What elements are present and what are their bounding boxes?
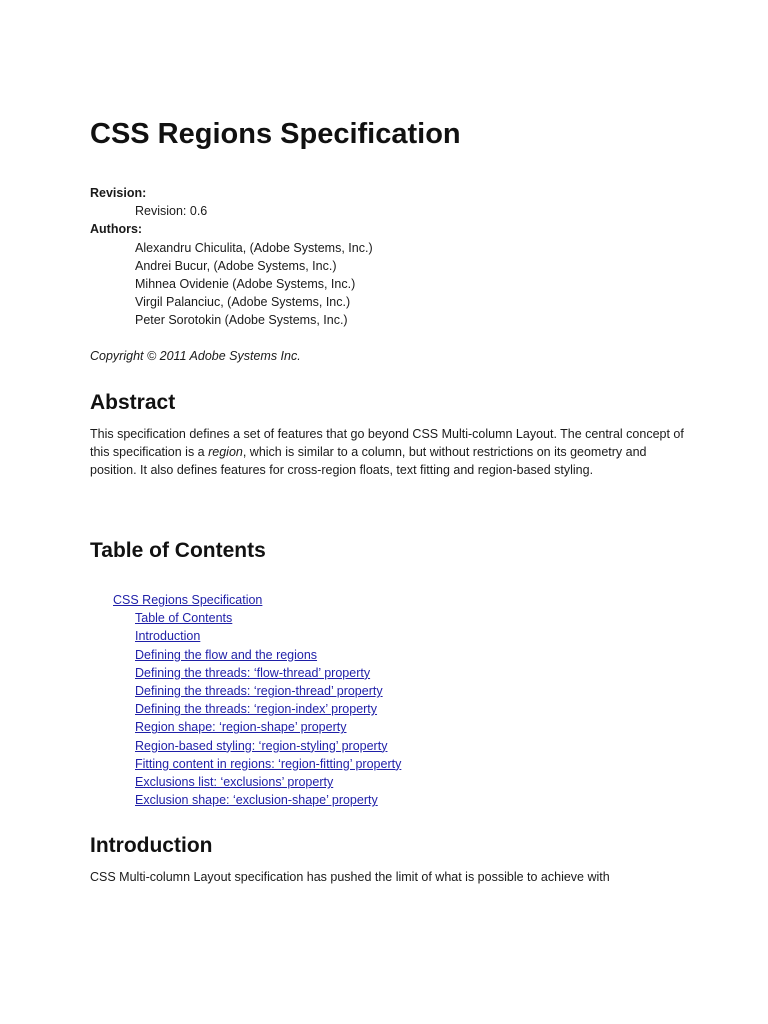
revision-value: Revision: 0.6 — [135, 204, 208, 219]
abstract-text-end: , which is similar to a column, but without restrictions on its geometry and position. It also defines features for cross-region floats, text fitting and region-based styling. — [90, 445, 647, 478]
toc-item — [113, 609, 401, 627]
table-of-contents — [113, 591, 401, 809]
toc-item — [113, 700, 401, 718]
toc-item — [113, 718, 401, 736]
authors-label: Authors: — [90, 222, 143, 237]
toc-heading: Table of Contents — [90, 539, 266, 562]
toc-link-exclusion-shape[interactable]: Exclusion shape: ‘exclusion-shape’ property — [135, 793, 378, 808]
toc-item — [113, 646, 401, 664]
toc-item — [113, 664, 401, 682]
toc-item — [113, 627, 401, 645]
toc-link-region-thread[interactable]: Defining the threads: ‘region-thread’ property — [135, 684, 383, 699]
toc-link-region-shape[interactable]: Region shape: ‘region-shape’ property — [135, 720, 347, 735]
toc-link-region-fitting[interactable]: Fitting content in regions: ‘region-fitting’ property — [135, 756, 402, 771]
toc-link-exclusions[interactable]: Exclusions list: ‘exclusions’ property — [135, 775, 334, 790]
toc-item — [113, 682, 401, 700]
toc-link-introduction[interactable]: Introduction — [135, 629, 201, 644]
toc-link-flow-thread[interactable]: Defining the threads: ‘flow-thread’ property — [135, 665, 371, 680]
toc-item — [113, 591, 401, 609]
abstract-emphasis: region — [208, 445, 243, 460]
toc-item — [113, 773, 401, 791]
toc-link-table-of-contents[interactable]: Table of Contents — [135, 611, 233, 626]
toc-link-region-index[interactable]: Defining the threads: ‘region-index’ property — [135, 702, 378, 717]
author-name: Mihnea Ovidenie (Adobe Systems, Inc.) — [135, 277, 356, 292]
introduction-heading: Introduction — [90, 834, 213, 857]
author-name: Virgil Palanciuc, (Adobe Systems, Inc.) — [135, 295, 351, 310]
toc-link-region-styling[interactable]: Region-based styling: ‘region-styling’ property — [135, 738, 388, 753]
author-name: Peter Sorotokin (Adobe Systems, Inc.) — [135, 313, 348, 328]
author-name: Alexandru Chiculita, (Adobe Systems, Inc.) — [135, 240, 373, 255]
abstract-heading: Abstract — [90, 391, 176, 414]
toc-item — [113, 755, 401, 773]
abstract-paragraph — [90, 425, 690, 480]
toc-item — [113, 791, 401, 809]
revision-label: Revision: — [90, 186, 147, 200]
copyright-notice: Copyright © 2011 Adobe Systems Inc. — [90, 349, 301, 363]
author-name: Andrei Bucur, (Adobe Systems, Inc.) — [135, 258, 337, 273]
document-title: CSS Regions Specification — [90, 118, 461, 150]
toc-item — [113, 737, 401, 755]
toc-link-defining-flow-and-regions[interactable]: Defining the flow and the regions — [135, 647, 318, 662]
abstract-text-start: This specification defines a set of features that go beyond CSS Multi-column Layout. The central concept of this specification is a — [90, 427, 684, 460]
document-metadata — [90, 184, 690, 330]
introduction-paragraph: CSS Multi-column Layout specification has pushed the limit of what is possible to achieve with — [90, 870, 610, 884]
toc-link-css-regions-specification[interactable]: CSS Regions Specification — [113, 593, 263, 607]
